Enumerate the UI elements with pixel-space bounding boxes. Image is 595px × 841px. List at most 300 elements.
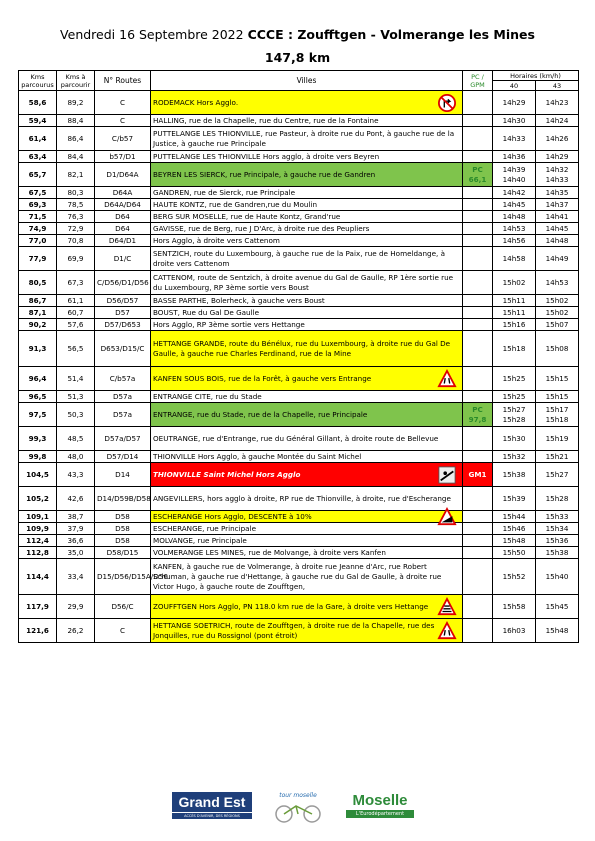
time-43-cell (536, 115, 579, 127)
table-row (19, 211, 579, 223)
kms-a-parcourir-text: 57,6 (67, 319, 84, 329)
route-text: D64A/D64 (104, 199, 141, 209)
route-text: D57/D653 (104, 319, 141, 329)
kms-a-parcourir-text: 36,6 (67, 535, 84, 545)
time-43-text: 15h36 (545, 535, 569, 545)
villes-cell (151, 127, 463, 151)
kms-parcourus-text: 91,3 (28, 343, 47, 353)
kms-parcourus-text: 77,9 (28, 253, 47, 263)
pc-cell (463, 127, 493, 151)
time-40-text: 15h50 (502, 547, 526, 557)
route-cell (95, 511, 151, 523)
time-40-cell (493, 487, 536, 511)
route-cell (95, 235, 151, 247)
kms-a-parcourir-cell (57, 511, 95, 523)
time-40-text: 15h02 (502, 277, 526, 287)
grandest-logo-text: Grand Est (172, 792, 252, 812)
route-text: D57a (112, 409, 133, 419)
time-43-text: 15h02 (545, 307, 569, 317)
time-43-text: 15h34 (545, 523, 569, 533)
time-40-text: 15h32 (502, 451, 526, 461)
pc-cell (463, 235, 493, 247)
route-cell (95, 427, 151, 451)
villes-text: BOUST, Rue du Gal De Gaulle (153, 307, 260, 317)
time-43-text: 15h38 (545, 547, 569, 557)
kms-a-parcourir-text: 48,5 (67, 433, 84, 443)
pc-text: PC 66,1 (468, 164, 487, 184)
table-row (19, 403, 579, 427)
time-40-text: 15h58 (502, 601, 526, 611)
road-narrows-icon (438, 370, 456, 388)
villes-text: GANDREN, rue de Sierck, rue Principale (153, 187, 296, 197)
route-cell (95, 463, 151, 487)
time-40-text: 15h11 (502, 307, 526, 317)
villes-cell (151, 487, 463, 511)
kms-a-parcourir-cell (57, 247, 95, 271)
table-row (19, 427, 579, 451)
kms-a-parcourir-cell (57, 619, 95, 643)
kms-a-parcourir-text: 51,3 (67, 391, 84, 401)
time-40-cell (493, 367, 536, 391)
table-row (19, 295, 579, 307)
kms-parcourus-text: 112,8 (26, 547, 49, 557)
pc-cell (463, 559, 493, 595)
kms-a-parcourir-text: 78,5 (67, 199, 84, 209)
kms-parcourus-text: 99,8 (28, 451, 47, 461)
time-40-cell (493, 511, 536, 523)
villes-text: THIONVILLE Saint Michel Hors Agglo (153, 469, 301, 479)
road-narrows-icon (438, 622, 456, 640)
time-40-cell (493, 319, 536, 331)
route-text: C (119, 115, 126, 125)
route-text: C (119, 625, 126, 635)
kms-a-parcourir-cell (57, 523, 95, 535)
pc-cell (463, 319, 493, 331)
col-kms-a-parcourir: Kms à parcourir (57, 71, 95, 91)
route-text: C/b57a (109, 373, 136, 383)
moselle-logo-subtext: L'Eurodépartement (346, 810, 414, 818)
villes-cell (151, 151, 463, 163)
route-text: D57a (112, 391, 133, 401)
itinerary-body (19, 91, 579, 643)
time-40-text: 15h27 15h28 (502, 404, 526, 424)
villes-text: PUTTELANGE LES THIONVILLE Hors agglo, à droite vers Beyren (153, 151, 380, 161)
table-row (19, 223, 579, 235)
kms-parcourus-cell (19, 535, 57, 547)
kms-parcourus-text: 96,4 (28, 373, 47, 383)
pc-cell (463, 523, 493, 535)
route-cell (95, 367, 151, 391)
pc-cell (463, 463, 493, 487)
time-43-cell (536, 403, 579, 427)
time-43-text: 15h07 (545, 319, 569, 329)
kms-parcourus-cell (19, 163, 57, 187)
route-text: C (119, 97, 126, 107)
col-pc-gpm: PC / GPM (463, 71, 493, 91)
kms-parcourus-cell (19, 547, 57, 559)
time-43-cell (536, 271, 579, 295)
villes-cell (151, 199, 463, 211)
time-40-cell (493, 427, 536, 451)
time-43-text: 15h02 (545, 295, 569, 305)
kms-a-parcourir-cell (57, 427, 95, 451)
villes-text: HETTANGE SOETRICH, route de Zoufftgen, à droite rue de la Chapelle, rue des Jonquilles, rue du Rossignol (pont étroit) (153, 620, 435, 640)
kms-parcourus-cell (19, 271, 57, 295)
kms-parcourus-text: 69,3 (28, 199, 47, 209)
kms-a-parcourir-cell (57, 199, 95, 211)
table-row (19, 271, 579, 295)
col-horaires: Horaires (km/h) (493, 71, 579, 81)
table-row (19, 91, 579, 115)
pc-cell (463, 271, 493, 295)
villes-text: RODEMACK Hors Agglo. (153, 97, 239, 107)
table-row (19, 127, 579, 151)
kms-parcourus-text: 77,0 (28, 235, 47, 245)
time-43-text: 15h21 (545, 451, 569, 461)
pc-cell (463, 211, 493, 223)
villes-cell (151, 511, 463, 523)
kms-parcourus-cell (19, 559, 57, 595)
kms-parcourus-text: 114,4 (26, 571, 49, 581)
villes-cell (151, 187, 463, 199)
villes-cell (151, 331, 463, 367)
kms-parcourus-text: 80,5 (28, 277, 47, 287)
pc-cell (463, 199, 493, 211)
time-40-cell (493, 151, 536, 163)
kms-a-parcourir-text: 48,0 (67, 451, 84, 461)
kms-parcourus-cell (19, 463, 57, 487)
villes-text: BASSE PARTHE, Bolerheck, à gauche vers Boust (153, 295, 325, 305)
kms-a-parcourir-cell (57, 115, 95, 127)
villes-text: KANFEN SOUS BOIS, rue de la Forêt, à gauche vers Entrange (153, 373, 372, 383)
villes-text: BERG SUR MOSELLE, rue de Haute Kontz, Grand'rue (153, 211, 341, 221)
kms-parcourus-text: 67,5 (28, 187, 47, 197)
pc-text: PC 97,8 (468, 404, 487, 424)
villes-cell (151, 523, 463, 535)
time-43-cell (536, 547, 579, 559)
time-43-cell (536, 535, 579, 547)
villes-text: VOLMERANGE LES MINES, rue de Molvange, à droite vers Kanfen (153, 547, 386, 557)
grandest-logo-subtext: ACCÈS D'AVENIR, DES RÉGIONS (172, 813, 252, 819)
time-43-text: 15h40 (545, 571, 569, 581)
time-43-cell (536, 187, 579, 199)
table-row (19, 523, 579, 535)
kms-a-parcourir-cell (57, 151, 95, 163)
time-40-cell (493, 223, 536, 235)
villes-cell (151, 403, 463, 427)
time-43-text: 14h35 (545, 187, 569, 197)
kms-a-parcourir-text: 61,1 (67, 295, 84, 305)
route-cell (95, 403, 151, 427)
time-43-cell (536, 91, 579, 115)
kms-parcourus-text: 71,5 (28, 211, 47, 221)
time-43-cell (536, 559, 579, 595)
villes-text: ENTRANGE CITE, rue du Stade (153, 391, 262, 401)
table-row (19, 235, 579, 247)
kms-a-parcourir-text: 38,7 (67, 511, 84, 521)
time-40-cell (493, 271, 536, 295)
time-40-cell (493, 295, 536, 307)
route-text: D64 (115, 223, 130, 233)
time-40-text: 15h30 (502, 433, 526, 443)
kms-parcourus-cell (19, 367, 57, 391)
kms-parcourus-text: 74,9 (28, 223, 47, 233)
route-text: D57a/D57 (104, 433, 141, 443)
time-40-text: 16h03 (502, 625, 526, 635)
villes-cell (151, 115, 463, 127)
kms-a-parcourir-text: 84,4 (67, 151, 84, 161)
kms-parcourus-cell (19, 211, 57, 223)
kms-a-parcourir-text: 43,3 (67, 469, 84, 479)
kms-parcourus-cell (19, 319, 57, 331)
pc-cell (463, 427, 493, 451)
moselle-logo (346, 792, 414, 826)
route-cell (95, 487, 151, 511)
kms-a-parcourir-cell (57, 211, 95, 223)
route-cell (95, 595, 151, 619)
time-40-text: 14h45 (502, 199, 526, 209)
route-cell (95, 451, 151, 463)
route-text: C/b57 (111, 133, 134, 143)
route-text: D64/D1 (108, 235, 137, 245)
pc-cell (463, 91, 493, 115)
time-40-cell (493, 211, 536, 223)
villes-cell (151, 535, 463, 547)
time-40-text: 14h39 14h40 (502, 164, 526, 184)
time-43-cell (536, 331, 579, 367)
kms-parcourus-cell (19, 487, 57, 511)
route-cell (95, 307, 151, 319)
time-40-cell (493, 91, 536, 115)
kms-a-parcourir-text: 89,2 (67, 97, 84, 107)
villes-cell (151, 211, 463, 223)
time-40-text: 14h56 (502, 235, 526, 245)
time-40-cell (493, 619, 536, 643)
time-43-cell (536, 427, 579, 451)
route-cell (95, 211, 151, 223)
kms-a-parcourir-text: 88,4 (67, 115, 84, 125)
kms-a-parcourir-cell (57, 463, 95, 487)
time-43-text: 14h23 (545, 97, 569, 107)
time-43-cell (536, 451, 579, 463)
kms-parcourus-cell (19, 523, 57, 535)
kms-a-parcourir-cell (57, 271, 95, 295)
pc-cell (463, 511, 493, 523)
route-cell (95, 331, 151, 367)
villes-cell (151, 547, 463, 559)
kms-a-parcourir-text: 60,7 (67, 307, 84, 317)
table-row (19, 187, 579, 199)
time-43-text: 15h08 (545, 343, 569, 353)
time-43-text: 14h48 (545, 235, 569, 245)
kms-a-parcourir-text: 72,9 (67, 223, 84, 233)
table-row (19, 163, 579, 187)
villes-text: SENTZICH, route du Luxembourg, à gauche rue de la Paix, rue de Homeldange, à droite vers Cattenom (153, 248, 445, 268)
pc-cell (463, 223, 493, 235)
time-43-text: 14h37 (545, 199, 569, 209)
time-43-text: 15h19 (545, 433, 569, 443)
time-40-cell (493, 331, 536, 367)
villes-text: PUTTELANGE LES THIONVILLE, rue Pasteur, à droite rue du Pont, à gauche rue de la Justice, à gauche rue Principale (153, 128, 455, 148)
table-row (19, 151, 579, 163)
villes-text: Hors Agglo, RP 3ème sortie vers Hettange (153, 319, 305, 329)
route-cell (95, 535, 151, 547)
kms-a-parcourir-cell (57, 487, 95, 511)
time-43-cell (536, 511, 579, 523)
villes-cell (151, 367, 463, 391)
col-routes: N° Routes (95, 71, 151, 91)
kms-parcourus-text: 59,4 (28, 115, 47, 125)
kms-parcourus-text: 90,2 (28, 319, 47, 329)
table-row (19, 595, 579, 619)
grandest-logo (172, 792, 252, 826)
kms-parcourus-cell (19, 307, 57, 319)
time-40-text: 15h11 (502, 295, 526, 305)
bicycle-icon (268, 800, 328, 824)
pc-text: GM1 (468, 469, 487, 479)
kms-parcourus-text: 112,4 (26, 535, 49, 545)
pc-cell (463, 187, 493, 199)
villes-text: ZOUFFTGEN Hors Agglo, PN 118.0 km rue de la Gare, à droite vers Hettange (153, 601, 429, 611)
kms-a-parcourir-text: 42,6 (67, 493, 84, 503)
time-40-text: 14h29 (502, 97, 526, 107)
time-40-text: 15h38 (502, 469, 526, 479)
time-43-text: 14h45 (545, 223, 569, 233)
villes-text: OEUTRANGE, rue d'Entrange, rue du Général Gillant, à droite route de Bellevue (153, 433, 439, 443)
kms-parcourus-text: 121,6 (26, 625, 49, 635)
route-text: D58 (115, 535, 130, 545)
time-40-cell (493, 463, 536, 487)
col-speed-40: 40 (493, 81, 536, 91)
villes-cell (151, 319, 463, 331)
kms-parcourus-text: 99,3 (28, 433, 47, 443)
kms-a-parcourir-cell (57, 91, 95, 115)
pc-cell (463, 367, 493, 391)
kms-parcourus-cell (19, 187, 57, 199)
route-cell (95, 247, 151, 271)
time-40-cell (493, 163, 536, 187)
kms-a-parcourir-cell (57, 559, 95, 595)
route-text: D57/D14 (106, 451, 139, 461)
kms-a-parcourir-cell (57, 535, 95, 547)
document-title (0, 28, 595, 42)
time-40-cell (493, 595, 536, 619)
time-40-cell (493, 451, 536, 463)
villes-text: Hors Agglo, à droite vers Cattenom (153, 235, 280, 245)
route-text: D58 (115, 511, 130, 521)
route-cell (95, 523, 151, 535)
time-43-text: 15h17 15h18 (545, 404, 569, 424)
time-40-text: 14h36 (502, 151, 526, 161)
table-row (19, 559, 579, 595)
route-cell (95, 295, 151, 307)
route-cell (95, 223, 151, 235)
time-43-cell (536, 391, 579, 403)
route-cell (95, 151, 151, 163)
time-43-text: 14h53 (545, 277, 569, 287)
time-43-text: 15h45 (545, 601, 569, 611)
time-40-text: 15h18 (502, 343, 526, 353)
route-cell (95, 91, 151, 115)
kms-parcourus-text: 87,1 (28, 307, 47, 317)
time-43-cell (536, 523, 579, 535)
kms-parcourus-cell (19, 199, 57, 211)
time-43-cell (536, 151, 579, 163)
tour-moselle-text: tour moselle (279, 792, 317, 799)
kms-a-parcourir-cell (57, 307, 95, 319)
kms-parcourus-text: 58,6 (28, 97, 47, 107)
event-date: Vendredi 16 Septembre 2022 (60, 27, 244, 42)
kms-parcourus-text: 97,5 (28, 409, 47, 419)
time-40-text: 15h25 (502, 373, 526, 383)
time-43-cell (536, 367, 579, 391)
route-cell (95, 199, 151, 211)
time-43-text: 14h26 (545, 133, 569, 143)
kms-a-parcourir-text: 86,4 (67, 133, 84, 143)
table-row (19, 547, 579, 559)
time-43-cell (536, 127, 579, 151)
kms-a-parcourir-text: 26,2 (67, 625, 84, 635)
time-40-cell (493, 187, 536, 199)
kms-a-parcourir-cell (57, 547, 95, 559)
villes-text: HALLING, rue de la Chapelle, rue du Centre, rue de la Fontaine (153, 115, 379, 125)
time-40-text: 14h30 (502, 115, 526, 125)
table-row (19, 511, 579, 523)
kms-parcourus-text: 86,7 (28, 295, 47, 305)
table-row (19, 463, 579, 487)
sponsor-logos (0, 792, 595, 828)
time-40-cell (493, 115, 536, 127)
kms-a-parcourir-text: 69,9 (67, 253, 84, 263)
table-row (19, 199, 579, 211)
villes-text: HAUTE KONTZ, rue de Gandren,rue du Moulin (153, 199, 317, 209)
villes-text: THIONVILLE Hors Agglo, à gauche Montée du Saint Michel (153, 451, 362, 461)
time-40-cell (493, 307, 536, 319)
time-43-text: 15h33 (545, 511, 569, 521)
event-distance: 147,8 km (264, 50, 331, 65)
time-43-text: 15h28 (545, 493, 569, 503)
route-text: D56/D57 (106, 295, 139, 305)
kms-parcourus-text: 63,4 (28, 151, 47, 161)
villes-cell (151, 91, 463, 115)
route-cell (95, 391, 151, 403)
kms-a-parcourir-text: 70,8 (67, 235, 84, 245)
time-40-cell (493, 535, 536, 547)
time-40-cell (493, 391, 536, 403)
pc-cell (463, 619, 493, 643)
kms-a-parcourir-cell (57, 223, 95, 235)
villes-cell (151, 463, 463, 487)
route-text: D58 (115, 523, 130, 533)
pc-cell (463, 331, 493, 367)
kms-parcourus-cell (19, 223, 57, 235)
itinerary-table (18, 70, 579, 643)
villes-text: ESCHERANGE Hors Agglo, DESCENTE à 10% (153, 511, 312, 521)
kms-parcourus-text: 117,9 (26, 601, 49, 611)
kms-parcourus-cell (19, 151, 57, 163)
kms-parcourus-cell (19, 91, 57, 115)
pc-cell (463, 451, 493, 463)
villes-cell (151, 247, 463, 271)
route-cell (95, 559, 168, 595)
pc-cell (463, 487, 493, 511)
kms-a-parcourir-cell (57, 163, 95, 187)
table-row (19, 115, 579, 127)
villes-text: HETTANGE GRANDE, route du Bénélux, rue du Luxembourg, à droite rue du Gal De Gaulle, à gauche rue Charles Ferdinand, rue de la Mine (153, 338, 451, 358)
level-crossing-icon (438, 598, 456, 616)
kms-parcourus-cell (19, 403, 57, 427)
time-40-text: 14h42 (502, 187, 526, 197)
